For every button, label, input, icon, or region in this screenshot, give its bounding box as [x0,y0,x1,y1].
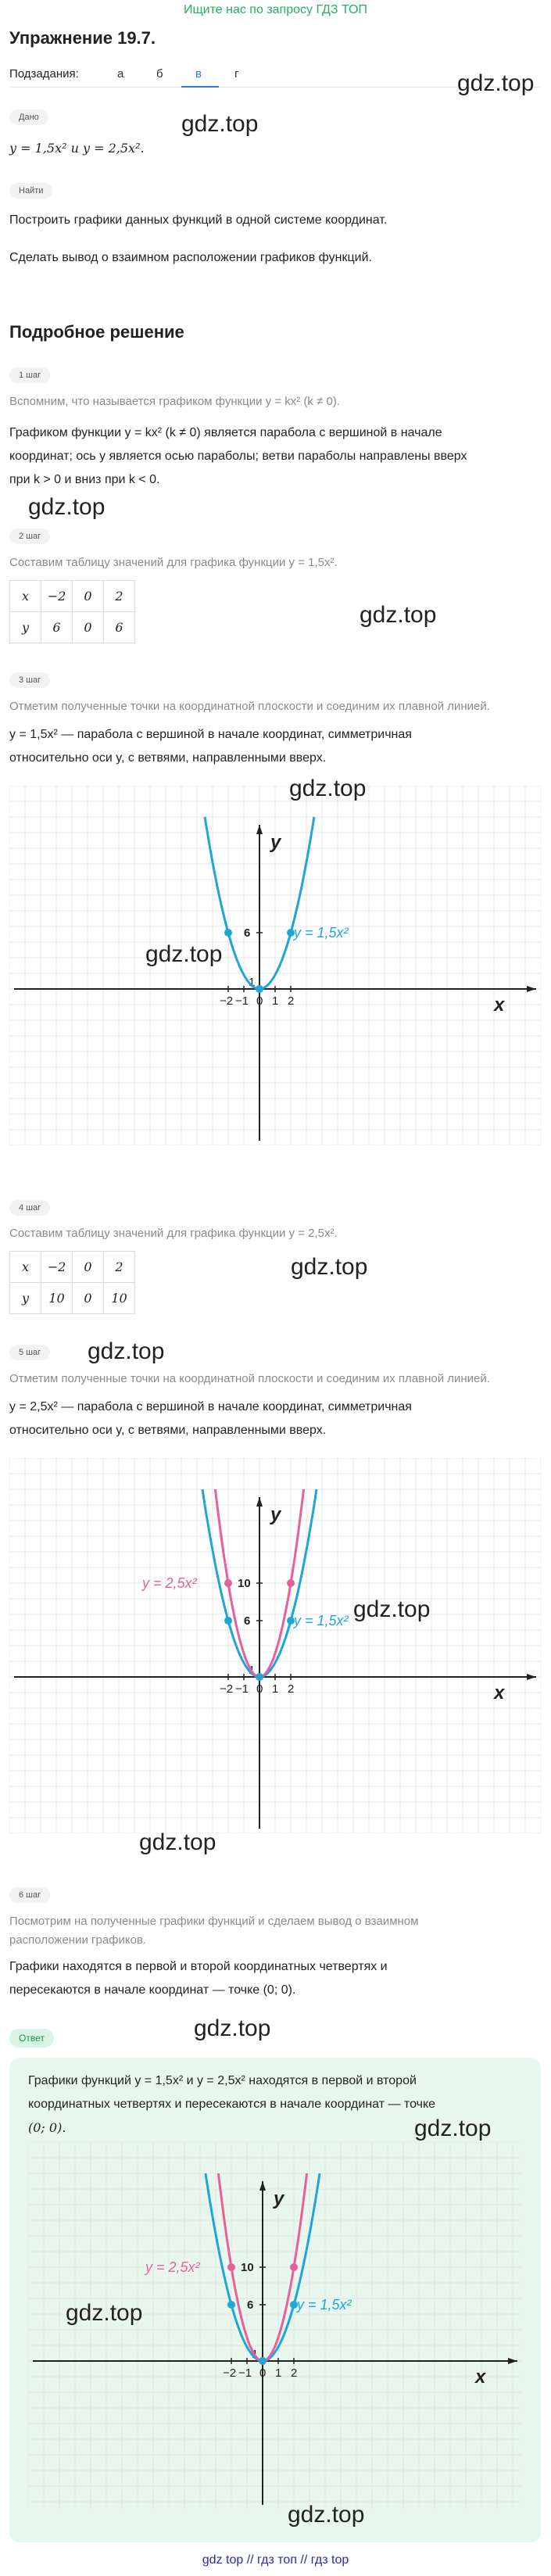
formula-label-pink: y = 2,5x² [145,2259,200,2275]
step-1-line-2: координат; ось y является осью параболы; ветви параболы направлены вверх [9,450,467,463]
x-tick-label: −1 [238,2366,252,2380]
x-tick-label: −2 [220,1682,234,1696]
active-tab-indicator [181,86,219,88]
y-tick-label: 6 [244,926,251,940]
step-3-note: Отметим полученные точки на координатной плоскости и соединим их плавной линией. [9,700,490,713]
graph-1 [9,786,541,1145]
table-cell: 0 [73,1283,104,1314]
given-pill: Дано [9,109,48,125]
step-6-note-1: Посмотрим на полученные графики функций и сделаем вывод о взаимном [9,1915,419,1928]
watermark: gdz.top [353,1596,431,1622]
tab-g[interactable]: г [234,67,239,81]
data-point [287,1579,295,1587]
step-6-note-2: расположении графиков. [9,1933,147,1947]
x-tick-label: 1 [272,1682,279,1696]
table-cell: y [10,1283,41,1314]
y-axis-arrow [256,1497,263,1507]
table-cell: −2 [41,1252,73,1283]
step-6-line-2: пересекаются в начале координат — точке (0; 0). [9,1983,296,1997]
data-point [224,1579,232,1587]
solution-heading: Подробное решение [9,322,184,342]
data-point [256,1673,263,1681]
step-1-note: Вспомним, что называется графиком функции y = kx² (k ≠ 0). [9,395,341,408]
values-table-2 [9,1251,135,1314]
given-text: y = 1,5x² и y = 2,5x². [9,141,145,156]
step-4-pill: 4 шаг [9,1200,50,1216]
watermark: gdz.top [414,2116,492,2141]
x-tick-label: 1 [275,2366,282,2380]
data-point [224,1617,232,1625]
x-tick-label: 1 [272,994,279,1008]
subtasks-label: Подзадания: [9,67,79,81]
step-3-pill: 3 шаг [9,672,50,688]
answer-line-1: Графики функций y = 1,5x² и y = 2,5x² находятся в первой и второй [28,2074,417,2087]
data-point [256,985,263,993]
graph-2 [9,1458,541,1833]
answer-pill: Ответ [9,2029,54,2048]
page-title: Упражнение 19.7. [9,28,156,48]
find-line-1: Построить графики данных функций в одной системе координат. [9,213,388,227]
table-cell: 10 [104,1283,135,1314]
x-tick-label: 0 [259,2366,267,2380]
step-2-pill: 2 шаг [9,528,50,544]
find-pill: Найти [9,183,52,199]
step-3-line-2: относительно оси y, с ветвями, направленными вверх. [9,751,327,765]
x-tick-label: 0 [256,1682,263,1696]
step-1-line-1: Графиком функции y = kx² (k ≠ 0) является парабола с вершиной в начале [9,426,442,439]
watermark: gdz.top [28,494,106,520]
search-hint-link[interactable]: Ищите нас по запросу ГДЗ ТОП [184,3,367,16]
watermark: gdz.top [145,941,223,967]
values-table-1 [9,580,135,643]
y-tick-label: 1 [252,2348,259,2361]
step-4-note: Составим таблицу значений для графика функции y = 2,5x². [9,1227,338,1240]
data-point [290,2263,298,2271]
y-axis-arrow [259,2181,266,2191]
y-axis-arrow [256,825,263,834]
x-tick-label: 2 [291,2366,298,2380]
y-axis-label: y [270,1504,281,1525]
table-cell: 6 [104,612,135,643]
table-cell: 2 [104,581,135,612]
watermark: gdz.top [139,1829,216,1855]
answer-line-3: (0; 0). [28,2120,66,2135]
y-tick-label: 10 [241,2261,254,2274]
find-line-2: Сделать вывод о взаимном расположении графиков функций. [9,251,372,264]
y-tick-label: 6 [247,2298,254,2312]
step-5-pill: 5 шаг [9,1345,50,1360]
step-5-line-1: y = 2,5x² — парабола с вершиной в начале координат, симметричная [9,1400,412,1413]
table-cell: y [10,612,41,643]
answer-line-2: координатных четвертях и пересекаются в начале координат — точке [28,2098,436,2111]
y-tick-label: 1 [249,976,256,989]
table-cell: x [10,581,41,612]
formula-label-blue: y = 1,5x² [294,925,349,940]
table-cell: −2 [41,581,73,612]
watermark: gdz.top [360,602,437,628]
x-tick-label: 2 [288,1682,295,1696]
tab-b[interactable]: б [156,67,163,81]
step-6-line-1: Графики находятся в первой и второй координатных четвертях и [9,1960,388,1973]
table-cell: 0 [73,1252,104,1283]
watermark: gdz.top [289,776,367,801]
watermark: gdz.top [291,1254,368,1280]
table-cell: x [10,1252,41,1283]
y-axis-label: y [274,2188,284,2209]
y-tick-label: 6 [244,1614,251,1628]
x-axis-label: x [475,2366,486,2388]
watermark: gdz.top [181,111,259,137]
y-tick-label: 1 [249,1664,256,1677]
table-cell: 2 [104,1252,135,1283]
watermark: gdz.top [457,70,535,96]
footer-links[interactable]: gdz top // гдз топ // гдз top [202,2553,349,2567]
step-6-pill: 6 шаг [9,1887,50,1903]
formula-label-blue: y = 1,5x² [297,2297,352,2313]
data-point [259,2357,267,2365]
x-tick-label: −1 [235,994,249,1008]
step-5-note: Отметим полученные точки на координатной плоскости и соединим их плавной линией. [9,1372,490,1385]
tab-v[interactable]: в [195,67,202,81]
y-tick-label: 10 [238,1577,251,1590]
x-tick-label: 0 [256,994,263,1008]
data-point [227,2263,235,2271]
watermark: gdz.top [88,1338,165,1364]
x-tick-label: 2 [288,994,295,1008]
table-cell: 0 [73,581,104,612]
step-1-line-3: при k > 0 и вниз при k < 0. [9,473,160,486]
formula-label-blue: y = 1,5x² [294,1613,349,1628]
step-5-line-2: относительно оси y, с ветвями, направленными вверх. [9,1424,327,1437]
x-axis-label: x [494,994,505,1016]
step-2-note: Составим таблицу значений для графика функции y = 1,5x². [9,556,338,569]
x-axis-arrow [527,1674,536,1680]
y-axis-label: y [270,832,281,853]
table-cell: 0 [73,612,104,643]
x-tick-label: −2 [223,2366,237,2380]
data-point [227,2301,235,2309]
formula-label-pink: y = 2,5x² [142,1575,197,1591]
x-axis-arrow [527,986,536,992]
table-cell: 10 [41,1283,73,1314]
step-3-line-1: y = 1,5x² — парабола с вершиной в начале координат, симметричная [9,728,412,741]
x-axis-label: x [494,1682,505,1704]
watermark: gdz.top [288,2502,365,2528]
data-point [224,929,232,937]
x-tick-label: −1 [235,1682,249,1696]
watermark: gdz.top [66,2300,143,2326]
tab-a[interactable]: а [117,67,124,81]
x-tick-label: −2 [220,994,234,1008]
watermark: gdz.top [194,2015,271,2041]
step-1-pill: 1 шаг [9,367,50,383]
table-cell: 6 [41,612,73,643]
